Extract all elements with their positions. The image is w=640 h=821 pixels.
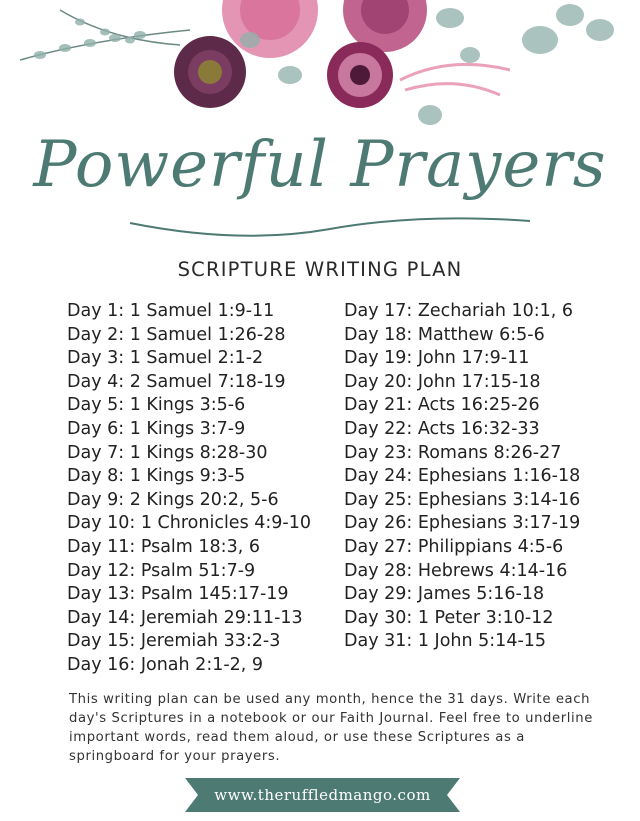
reading-day-11: Day 11: Psalm 18:3, 6 — [67, 536, 260, 557]
reading-day-26: Day 26: Ephesians 3:17-19 — [344, 513, 581, 534]
website-link[interactable]: www.theruffledmango.com — [214, 786, 431, 804]
reading-day-20: Day 20: John 17:15-18 — [344, 371, 541, 392]
reading-day-13: Day 13: Psalm 145:17-19 — [67, 584, 289, 605]
reading-day-27: Day 27: Philippians 4:5-6 — [344, 536, 564, 557]
swash-ornament — [120, 205, 540, 245]
usage-note: This writing plan can be used any month, hence the 31 days. Write each day's Scriptures in a notebook or our Faith Journal. Feel free to underline important words, read them aloud, or use these Scriptures as a springboard for your prayers. — [69, 692, 593, 764]
reading-day-24: Day 24: Ephesians 1:16-18 — [344, 466, 581, 487]
page-title: Powerful Prayers — [33, 128, 607, 202]
reading-day-4: Day 4: 2 Samuel 7:18-19 — [67, 371, 286, 392]
reading-day-7: Day 7: 1 Kings 8:28-30 — [67, 442, 268, 463]
reading-list-left — [67, 300, 311, 678]
reading-day-6: Day 6: 1 Kings 3:7-9 — [67, 418, 246, 439]
reading-day-10: Day 10: 1 Chronicles 4:9-10 — [67, 513, 312, 534]
reading-day-16: Day 16: Jonah 2:1-2, 9 — [67, 654, 264, 675]
reading-day-31: Day 31: 1 John 5:14-15 — [344, 631, 547, 652]
reading-day-5: Day 5: 1 Kings 3:5-6 — [67, 395, 246, 416]
reading-day-21: Day 21: Acts 16:25-26 — [344, 395, 540, 416]
reading-day-30: Day 30: 1 Peter 3:10-12 — [344, 607, 554, 628]
reading-day-18: Day 18: Matthew 6:5-6 — [344, 324, 545, 345]
reading-day-22: Day 22: Acts 16:32-33 — [344, 418, 540, 439]
reading-day-23: Day 23: Romans 8:26-27 — [344, 442, 562, 463]
reading-list-right — [344, 300, 580, 654]
reading-day-2: Day 2: 1 Samuel 1:26-28 — [67, 324, 286, 345]
reading-day-12: Day 12: Psalm 51:7-9 — [67, 560, 256, 581]
reading-day-9: Day 9: 2 Kings 20:2, 5-6 — [67, 489, 279, 510]
reading-day-29: Day 29: James 5:16-18 — [344, 584, 545, 605]
reading-day-28: Day 28: Hebrews 4:14-16 — [344, 560, 568, 581]
reading-day-14: Day 14: Jeremiah 29:11-13 — [67, 607, 303, 628]
reading-day-17: Day 17: Zechariah 10:1, 6 — [344, 301, 574, 321]
reading-day-3: Day 3: 1 Samuel 2:1-2 — [67, 348, 264, 369]
page-subtitle: SCRIPTURE WRITING PLAN — [177, 258, 463, 281]
reading-day-1: Day 1: 1 Samuel 1:9-11 — [67, 301, 275, 321]
reading-day-15: Day 15: Jeremiah 33:2-3 — [67, 631, 281, 652]
reading-day-8: Day 8: 1 Kings 9:3-5 — [67, 466, 246, 487]
reading-day-19: Day 19: John 17:9-11 — [344, 348, 530, 369]
reading-day-25: Day 25: Ephesians 3:14-16 — [344, 489, 581, 510]
